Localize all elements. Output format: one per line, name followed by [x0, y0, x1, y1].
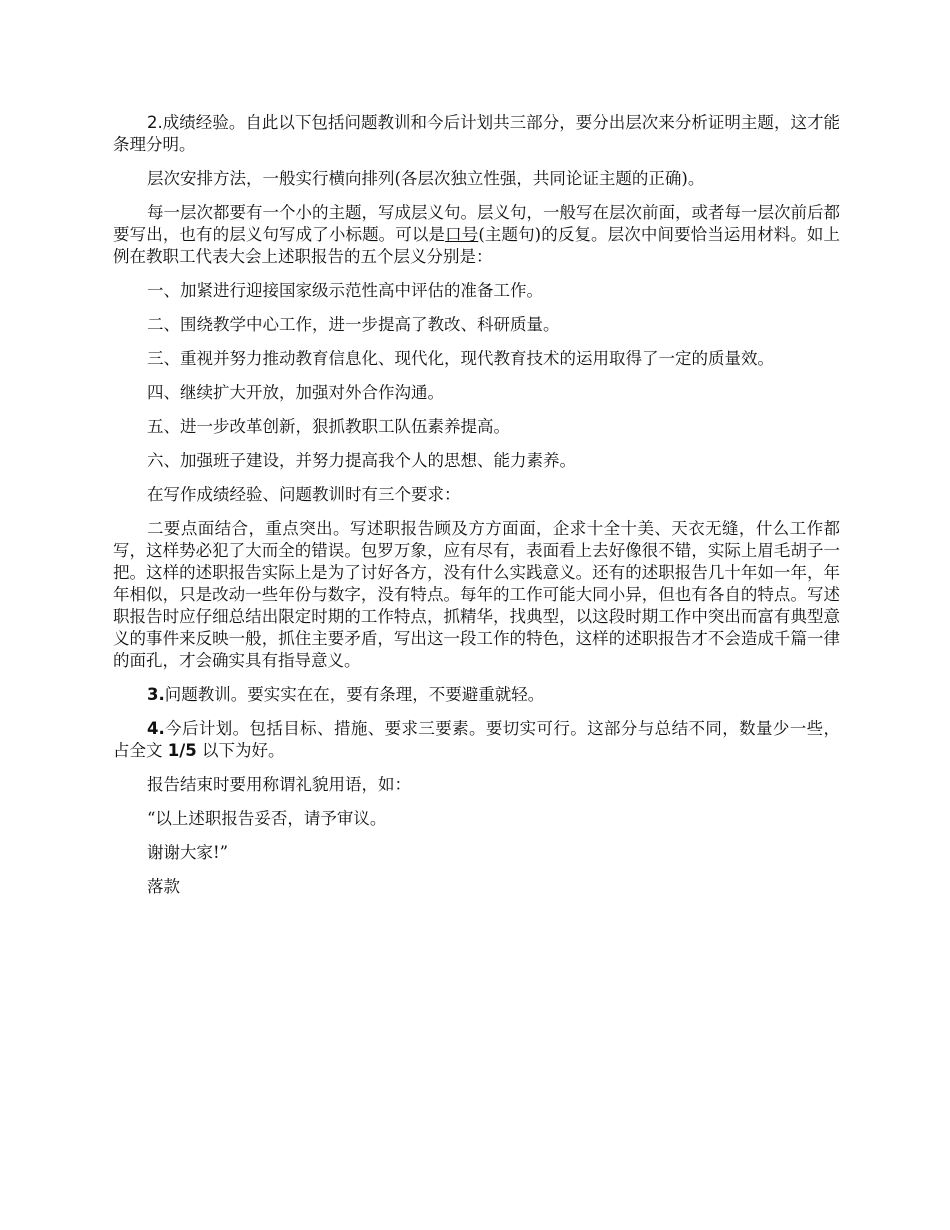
paragraph-signature [113, 876, 840, 898]
paragraph-text: 每一层次都要有一个小的主题，写成层义句。层义句，一般写在层次前面，或者每一层次前后都要写出，也有的层义句写成了小标题。可以是 [113, 203, 840, 244]
slogan-link[interactable]: 口号 [445, 225, 479, 244]
paragraph-thanks [113, 842, 840, 864]
section-number: 2. [147, 113, 163, 132]
paragraph-layer-theme [113, 202, 840, 268]
list-item-text: 四、继续扩大开放，加强对外合作沟通。 [147, 383, 444, 402]
paragraph-closing-quote [113, 808, 840, 830]
section-number: 4. [147, 719, 165, 738]
list-item-2 [113, 314, 840, 336]
list-item-4 [113, 382, 840, 404]
paragraph-layering-method [113, 168, 840, 190]
list-item-5 [113, 416, 840, 438]
list-item-text: 三、重视并努力推动教育信息化、现代化，现代教育技术的运用取得了一定的质量效。 [147, 349, 774, 368]
paragraph-text: (主题句)的反复。层次中间要恰当运用材料。如上例在教职工代表大会上述职报告的五个层义分别是： [113, 225, 841, 266]
paragraph-text: 层次安排方法，一般实行横向排列(各层次独立性强，共同论证主题的正确)。 [147, 169, 705, 188]
list-item-text: 五、进一步改革创新，狠抓教职工队伍素养提高。 [147, 417, 510, 436]
paragraph-text: 问题教训。要实实在在，要有条理，不要避重就轻。 [164, 685, 545, 704]
document-body [113, 112, 840, 910]
list-item-6 [113, 450, 840, 472]
paragraph-text: 今后计划。包括目标、措施、要求三要素。要切实可行。这部分与总结不同，数量少一些，占全文 [113, 719, 840, 760]
section-number: 3. [147, 685, 165, 704]
paragraph-text: 二要点面结合，重点突出。写述职报告顾及方方面面，企求十全十美、天衣无缝，什么工作都写，这样势必犯了大而全的错误。包罗万象，应有尽有，表面看上去好像很不错，实际上眉毛胡子一把。这样的述职报告实际上是为了讨好各方，没有什么实践意义。还有的述职报告几十年如一年，年年相似，只是改动一些年份与数字，没有特点。每年的工作可能大同小异，但也有各自的特点。写述职报告时应仔细总结出限定时期的工作特点，抓精华，找典型，以这段时期工作中突出而富有典型意义的事件来反映一般，抓住主要矛盾，写出这一段工作的特色，这样的述职报告才不会造成千篇一律的面孔，才会确实具有指导意义。 [113, 519, 840, 670]
paragraph-text: 成绩经验。自此以下包括问题教训和今后计划共三部分，要分出层次来分析证明主题，这才能条理分明。 [113, 113, 840, 154]
list-item-text: 六、加强班子建设，并努力提高我个人的思想、能力素养。 [147, 451, 576, 470]
paragraph-text: 以下为好。 [196, 741, 285, 760]
paragraph-future-plan [113, 718, 840, 762]
paragraph-text: “以上述职报告妥否，请予审议。 [147, 809, 387, 828]
paragraph-text: 落款 [147, 877, 180, 896]
list-item-1 [113, 280, 840, 302]
paragraph-achievements [113, 112, 840, 156]
paragraph-problems-lessons [113, 684, 840, 706]
paragraph-text: 报告结束时要用称谓礼貌用语，如： [147, 775, 411, 794]
fraction-value: 1/5 [167, 741, 197, 760]
paragraph-text: 谢谢大家!” [147, 843, 229, 862]
list-item-3 [113, 348, 840, 370]
paragraph-point-and-area [113, 518, 840, 672]
paragraph-closing-intro [113, 774, 840, 796]
list-item-text: 二、围绕教学中心工作，进一步提高了教改、科研质量。 [147, 315, 560, 334]
paragraph-requirements-intro [113, 484, 840, 506]
list-item-text: 一、加紧进行迎接国家级示范性高中评估的准备工作。 [147, 281, 543, 300]
paragraph-text: 在写作成绩经验、问题教训时有三个要求： [147, 485, 461, 504]
